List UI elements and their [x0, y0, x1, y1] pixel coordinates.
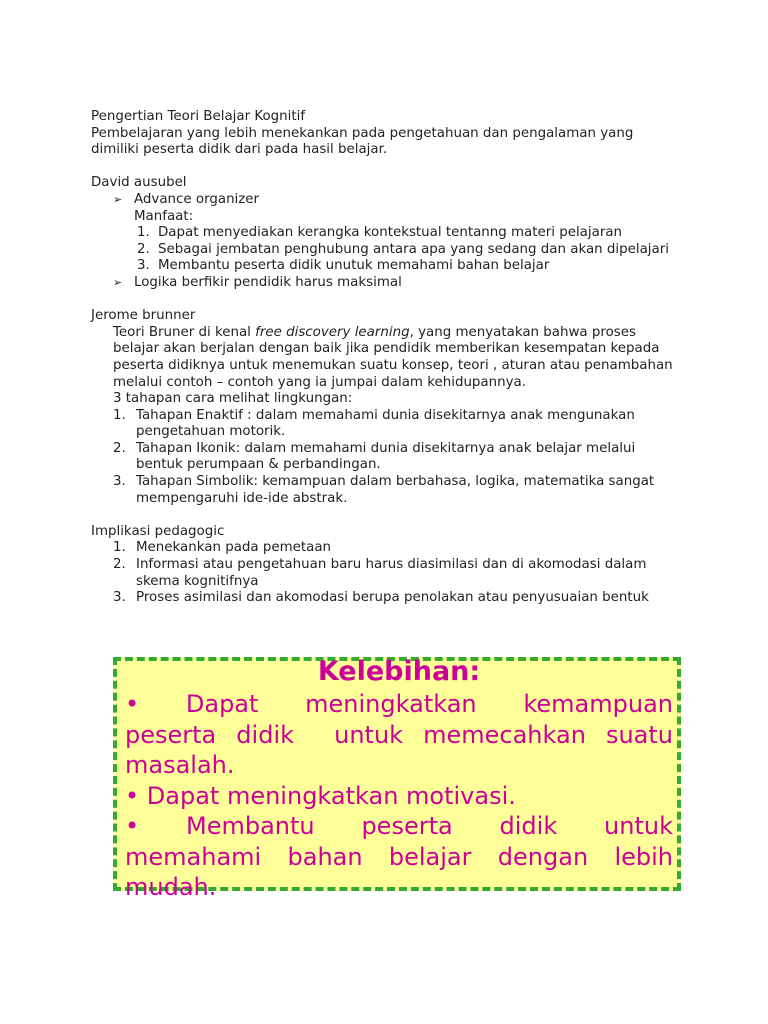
document-body [91, 109, 681, 607]
kelebihan-item-1: • Dapat meningkatkan kemampuan peserta didik untuk memecahkan suatu masalah. [125, 690, 681, 779]
list-item: 1. Menekankan pada pemetaan [113, 540, 332, 556]
kelebihan-box [113, 656, 681, 901]
doc-title: Pengertian Teori Belajar Kognitif [91, 109, 306, 124]
bruner-intro: Teori Bruner di kenal free discovery learning, yang menyatakan bahwa proses belajar akan berjalan dengan baik jika pendidik memberikan kesempatan kepada peserta didiknya untuk menemukan suatu konsep, teori , aturan atau penambahan melalui contoh – contoh yang ia jumpai dalam kehidupannya. [113, 324, 673, 390]
definition-paragraph: Pembelajaran yang lebih menekankan pada pengetahuan dan pengalaman yang dimiliki peserta didik dari pada hasil belajar. [91, 125, 634, 158]
list-item: 3. Membantu peserta didik unutuk memahami bahan belajar [137, 258, 550, 274]
ausubel-heading: David ausubel [91, 175, 187, 191]
kelebihan-item-3: • Membantu peserta didik untuk memahami bahan belajar dengan lebih mudah. [125, 812, 681, 901]
list-item: 2. Sebagai jembatan penghubung antara apa yang sedang dan akan dipelajari [137, 241, 669, 257]
list-item: 1. Dapat menyediakan kerangka kontekstual tentanng materi pelajaran [137, 225, 623, 241]
list-item: 3. Tahapan Simbolik: kemampuan dalam berbahasa, logika, matematika sangat mempengaruhi ide-ide abstrak. [113, 474, 655, 506]
list-item: ➢ Advance organizer [113, 191, 260, 207]
list-item: ➢ Logika berfikir pendidik harus maksimal [113, 274, 402, 290]
manfaat-label: Manfaat: [134, 208, 194, 224]
kelebihan-content [125, 655, 681, 903]
list-item: 2. Tahapan Ikonik: dalam memahami dunia disekitarnya anak belajar melalui bentuk perumpaan & perbandingan. [113, 440, 636, 473]
implikasi-heading: Implikasi pedagogic [91, 523, 225, 539]
arrow-bullet-icon: ➢ [113, 192, 123, 206]
kelebihan-title: Kelebihan: [317, 656, 481, 687]
arrow-bullet-icon: ➢ [113, 275, 123, 289]
bruner-heading: Jerome brunner [91, 308, 196, 324]
kelebihan-item-2: • Dapat meningkatkan motivasi. [125, 781, 516, 810]
stages-label: 3 tahapan cara melihat lingkungan: [113, 391, 353, 407]
list-item: 3. Proses asimilasi dan akomodasi berupa penolakan atau penyusuaian bentuk [113, 590, 649, 606]
list-item: 2. Informasi atau pengetahuan baru harus diasimilasi dan di akomodasi dalam skema kognitifnya [113, 557, 647, 589]
list-item: 1. Tahapan Enaktif : dalam memahami dunia disekitarnya anak mengunakan pengetahuan motorik. [113, 407, 635, 440]
